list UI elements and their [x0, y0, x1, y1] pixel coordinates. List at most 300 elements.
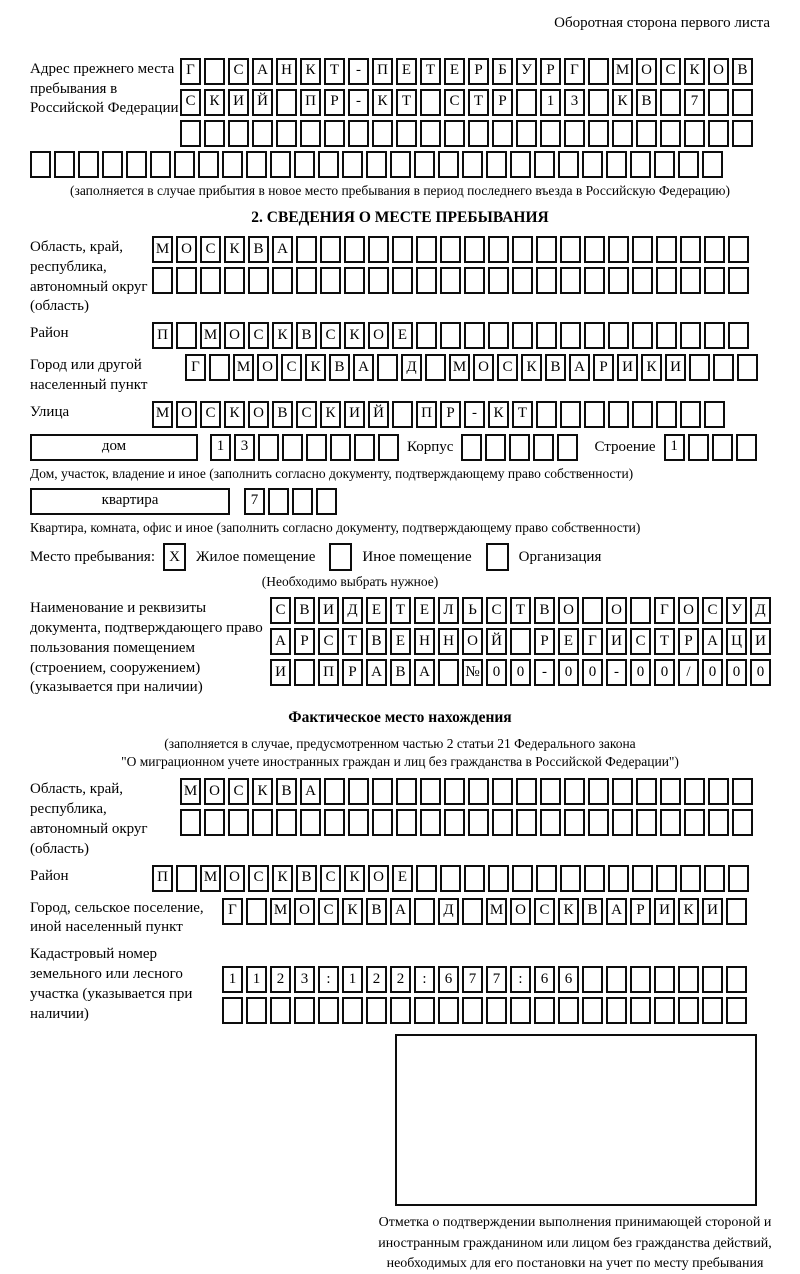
- char-cell: [372, 778, 393, 805]
- char-cell: [200, 267, 221, 294]
- fact-city-row: [222, 898, 747, 925]
- char-cell: [704, 865, 725, 892]
- fact-district-block: [30, 865, 770, 892]
- choose-note: (Необходимо выбрать нужное): [261, 574, 439, 590]
- char-cell: [492, 120, 513, 147]
- char-cell: [557, 434, 578, 461]
- char-cell: М: [152, 236, 173, 263]
- char-cell: [588, 120, 609, 147]
- char-cell: Р: [678, 628, 699, 655]
- district-row: [152, 322, 749, 349]
- char-cell: [464, 322, 485, 349]
- char-cell: [270, 997, 291, 1024]
- char-cell: Р: [540, 58, 561, 85]
- char-cell: И: [270, 659, 291, 686]
- char-cell: [656, 865, 677, 892]
- char-cell: 0: [510, 659, 531, 686]
- char-cell: [684, 120, 705, 147]
- checkbox-residential: X: [163, 543, 186, 571]
- char-cell: П: [372, 58, 393, 85]
- city-label: Город или другой населенный пункт: [30, 357, 148, 394]
- char-cell: [468, 809, 489, 836]
- char-cell: С: [660, 58, 681, 85]
- char-cell: С: [200, 236, 221, 263]
- char-cell: [440, 267, 461, 294]
- char-cell: 3: [234, 434, 255, 461]
- char-cell: Н: [438, 628, 459, 655]
- char-cell: [368, 236, 389, 263]
- char-cell: [558, 151, 579, 178]
- char-cell: 1: [210, 434, 231, 461]
- char-cell: [510, 628, 531, 655]
- char-cell: К: [224, 236, 245, 263]
- char-cell: [680, 322, 701, 349]
- char-cell: [464, 236, 485, 263]
- char-cell: С: [630, 628, 651, 655]
- char-cell: [584, 236, 605, 263]
- char-cell: [728, 865, 749, 892]
- char-cell: С: [320, 865, 341, 892]
- char-cell: Е: [366, 597, 387, 624]
- region-block: [30, 236, 770, 317]
- char-cell: 0: [750, 659, 771, 686]
- char-cell: /: [678, 659, 699, 686]
- char-cell: [420, 89, 441, 116]
- char-cell: [54, 151, 75, 178]
- char-cell: [536, 236, 557, 263]
- form-page: [30, 14, 770, 1274]
- char-cell: [209, 354, 230, 381]
- char-cell: Т: [390, 597, 411, 624]
- char-cell: [684, 778, 705, 805]
- city-row: [185, 354, 758, 381]
- char-cell: [728, 236, 749, 263]
- char-cell: 1: [222, 966, 243, 993]
- char-cell: [608, 236, 629, 263]
- char-cell: [536, 322, 557, 349]
- char-cell: [316, 488, 337, 515]
- char-cell: [540, 778, 561, 805]
- char-cell: [688, 434, 709, 461]
- char-cell: 2: [390, 966, 411, 993]
- char-cell: А: [702, 628, 723, 655]
- char-cell: [678, 997, 699, 1024]
- char-cell: [306, 434, 327, 461]
- char-cell: С: [228, 58, 249, 85]
- char-cell: [656, 401, 677, 428]
- char-cell: [728, 322, 749, 349]
- char-cell: [438, 151, 459, 178]
- char-cell: [516, 778, 537, 805]
- char-cell: О: [368, 322, 389, 349]
- char-cell: [564, 778, 585, 805]
- char-cell: Т: [324, 58, 345, 85]
- char-cell: [660, 89, 681, 116]
- stay-place-label: Место пребывания:: [30, 548, 155, 565]
- char-cell: 7: [244, 488, 265, 515]
- char-cell: [396, 120, 417, 147]
- char-cell: [704, 401, 725, 428]
- korpus-label: Корпус: [407, 438, 454, 455]
- char-cell: [296, 267, 317, 294]
- char-cell: [704, 236, 725, 263]
- char-cell: [324, 778, 345, 805]
- char-cell: [296, 236, 317, 263]
- char-cell: С: [497, 354, 518, 381]
- char-cell: А: [300, 778, 321, 805]
- char-cell: [702, 966, 723, 993]
- char-cell: [276, 120, 297, 147]
- char-cell: [258, 434, 279, 461]
- char-cell: [630, 997, 651, 1024]
- house-block: [30, 434, 770, 461]
- char-cell: [342, 151, 363, 178]
- char-cell: [416, 267, 437, 294]
- char-cell: [438, 659, 459, 686]
- char-cell: [444, 778, 465, 805]
- char-cell: 1: [664, 434, 685, 461]
- street-label: Улица: [30, 403, 70, 420]
- char-cell: [612, 120, 633, 147]
- char-cell: [584, 865, 605, 892]
- char-cell: С: [444, 89, 465, 116]
- char-cell: [354, 434, 375, 461]
- char-cell: [516, 120, 537, 147]
- checkbox-organization: [486, 543, 509, 571]
- char-cell: [440, 865, 461, 892]
- char-cell: И: [344, 401, 365, 428]
- char-cell: А: [366, 659, 387, 686]
- char-cell: [708, 778, 729, 805]
- actual-location-note-1: (заполняется в случае, предусмотренном частью 2 статьи 21 Федерального закона: [164, 735, 636, 751]
- actual-location-note-2: "О миграционном учете иностранных граждан и лиц без гражданства в Российской Федерации"): [121, 753, 679, 769]
- char-cell: В: [366, 898, 387, 925]
- char-cell: Н: [276, 58, 297, 85]
- char-cell: Н: [414, 628, 435, 655]
- char-cell: [732, 778, 753, 805]
- char-cell: К: [684, 58, 705, 85]
- char-cell: 1: [246, 966, 267, 993]
- char-cell: [102, 151, 123, 178]
- char-cell: Т: [468, 89, 489, 116]
- cadastral-row-1: [222, 966, 747, 993]
- char-cell: Е: [392, 322, 413, 349]
- char-cell: О: [606, 597, 627, 624]
- char-cell: 0: [558, 659, 579, 686]
- char-cell: [152, 267, 173, 294]
- char-cell: [78, 151, 99, 178]
- char-cell: [704, 322, 725, 349]
- char-cell: К: [224, 401, 245, 428]
- house-note: Дом, участок, владение и иное (заполнить согласно документу, подтверждающему право собственности): [30, 465, 634, 481]
- char-cell: [30, 151, 51, 178]
- stroenie-row: [664, 434, 757, 461]
- char-cell: [222, 997, 243, 1024]
- char-cell: [632, 267, 653, 294]
- char-cell: В: [636, 89, 657, 116]
- char-cell: [462, 898, 483, 925]
- char-cell: М: [180, 778, 201, 805]
- char-cell: [510, 151, 531, 178]
- char-cell: [726, 966, 747, 993]
- char-cell: 6: [534, 966, 555, 993]
- char-cell: [534, 151, 555, 178]
- char-cell: [414, 997, 435, 1024]
- char-cell: [414, 151, 435, 178]
- char-cell: [300, 120, 321, 147]
- char-cell: А: [606, 898, 627, 925]
- char-cell: О: [462, 628, 483, 655]
- fact-city-label: Город, сельское поселение, иной населенный пункт: [30, 899, 204, 936]
- char-cell: [737, 354, 758, 381]
- char-cell: [390, 997, 411, 1024]
- char-cell: В: [390, 659, 411, 686]
- char-cell: О: [558, 597, 579, 624]
- char-cell: [708, 809, 729, 836]
- char-cell: [486, 151, 507, 178]
- char-cell: [632, 865, 653, 892]
- char-cell: В: [276, 778, 297, 805]
- char-cell: [512, 236, 533, 263]
- char-cell: [736, 434, 757, 461]
- char-cell: Р: [534, 628, 555, 655]
- prev-address-note: (заполняется в случае прибытия в новое место пребывания в период последнего въезда в Российскую Федерацию): [69, 182, 731, 198]
- char-cell: [558, 997, 579, 1024]
- char-cell: 6: [558, 966, 579, 993]
- char-cell: [582, 597, 603, 624]
- char-cell: [396, 778, 417, 805]
- char-cell: Г: [222, 898, 243, 925]
- house-type-box: дом: [30, 434, 198, 461]
- char-cell: :: [414, 966, 435, 993]
- char-cell: [198, 151, 219, 178]
- char-cell: [488, 236, 509, 263]
- char-cell: А: [270, 628, 291, 655]
- char-cell: [732, 120, 753, 147]
- char-cell: А: [390, 898, 411, 925]
- char-cell: С: [702, 597, 723, 624]
- char-cell: О: [176, 236, 197, 263]
- char-cell: [246, 898, 267, 925]
- char-cell: К: [558, 898, 579, 925]
- char-cell: С: [486, 597, 507, 624]
- char-cell: [536, 865, 557, 892]
- char-cell: [654, 966, 675, 993]
- char-cell: [654, 997, 675, 1024]
- fact-district-row: [152, 865, 749, 892]
- apartment-block: [30, 488, 770, 515]
- char-cell: [656, 322, 677, 349]
- char-cell: [440, 322, 461, 349]
- char-cell: М: [200, 322, 221, 349]
- char-cell: [462, 151, 483, 178]
- char-cell: Р: [630, 898, 651, 925]
- char-cell: 7: [486, 966, 507, 993]
- char-cell: М: [233, 354, 254, 381]
- char-cell: Б: [492, 58, 513, 85]
- char-cell: [560, 267, 581, 294]
- char-cell: В: [545, 354, 566, 381]
- char-cell: О: [368, 865, 389, 892]
- char-cell: В: [248, 236, 269, 263]
- char-cell: [464, 865, 485, 892]
- char-cell: [176, 865, 197, 892]
- char-cell: [630, 597, 651, 624]
- char-cell: С: [320, 322, 341, 349]
- char-cell: Ц: [726, 628, 747, 655]
- char-cell: [180, 120, 201, 147]
- char-cell: 6: [438, 966, 459, 993]
- char-cell: К: [342, 898, 363, 925]
- char-cell: О: [473, 354, 494, 381]
- char-cell: [630, 966, 651, 993]
- char-cell: [324, 809, 345, 836]
- char-cell: [564, 809, 585, 836]
- char-cell: -: [348, 89, 369, 116]
- char-cell: [392, 267, 413, 294]
- char-cell: [512, 322, 533, 349]
- char-cell: В: [272, 401, 293, 428]
- char-cell: Й: [486, 628, 507, 655]
- char-cell: [396, 809, 417, 836]
- char-cell: 0: [726, 659, 747, 686]
- char-cell: [732, 89, 753, 116]
- char-cell: Е: [390, 628, 411, 655]
- stamp-area: [395, 1034, 757, 1206]
- char-cell: [660, 778, 681, 805]
- char-cell: [320, 236, 341, 263]
- char-cell: [584, 401, 605, 428]
- char-cell: С: [281, 354, 302, 381]
- char-cell: Е: [396, 58, 417, 85]
- char-cell: Г: [564, 58, 585, 85]
- char-cell: [468, 120, 489, 147]
- char-cell: [708, 120, 729, 147]
- char-cell: Р: [440, 401, 461, 428]
- document-block: [30, 597, 770, 698]
- char-cell: [180, 809, 201, 836]
- char-cell: С: [296, 401, 317, 428]
- char-cell: [534, 997, 555, 1024]
- stamp-note: Отметка о подтверждении выполнения принимающей стороной и иностранным гражданином или лицом без гражданства действий, необходимых для его постановки на учет по месту пребывания: [378, 1215, 772, 1271]
- document-row-2: [270, 628, 771, 655]
- char-cell: [492, 778, 513, 805]
- char-cell: [636, 120, 657, 147]
- char-cell: М: [200, 865, 221, 892]
- char-cell: В: [294, 597, 315, 624]
- option-organization-label: Организация: [518, 548, 602, 565]
- char-cell: [512, 267, 533, 294]
- char-cell: К: [521, 354, 542, 381]
- char-cell: П: [152, 865, 173, 892]
- char-cell: [636, 809, 657, 836]
- char-cell: [368, 267, 389, 294]
- char-cell: 3: [294, 966, 315, 993]
- char-cell: [344, 267, 365, 294]
- char-cell: 2: [270, 966, 291, 993]
- char-cell: [684, 809, 705, 836]
- char-cell: [732, 809, 753, 836]
- char-cell: К: [272, 865, 293, 892]
- char-cell: С: [270, 597, 291, 624]
- char-cell: А: [272, 236, 293, 263]
- char-cell: -: [606, 659, 627, 686]
- char-cell: И: [750, 628, 771, 655]
- char-cell: С: [318, 898, 339, 925]
- char-cell: К: [320, 401, 341, 428]
- char-cell: 0: [630, 659, 651, 686]
- char-cell: [372, 809, 393, 836]
- char-cell: [318, 151, 339, 178]
- document-label: Наименование и реквизиты документа, подтверждающего право пользования помещением (строением, сооружением) (указывается при наличии): [30, 600, 263, 696]
- option-other-premises-label: Иное помещение: [362, 548, 472, 565]
- fact-region-block: [30, 778, 770, 859]
- char-cell: А: [353, 354, 374, 381]
- cadastral-block: [30, 943, 770, 1024]
- char-cell: [292, 488, 313, 515]
- char-cell: О: [204, 778, 225, 805]
- char-cell: [377, 354, 398, 381]
- char-cell: [176, 267, 197, 294]
- char-cell: [444, 120, 465, 147]
- char-cell: [582, 151, 603, 178]
- char-cell: [708, 89, 729, 116]
- char-cell: [392, 236, 413, 263]
- stay-place-block: [30, 543, 770, 571]
- char-cell: С: [200, 401, 221, 428]
- char-cell: Е: [558, 628, 579, 655]
- char-cell: И: [702, 898, 723, 925]
- char-cell: С: [248, 865, 269, 892]
- char-cell: [588, 809, 609, 836]
- char-cell: [126, 151, 147, 178]
- char-cell: В: [534, 597, 555, 624]
- char-cell: [344, 236, 365, 263]
- char-cell: М: [612, 58, 633, 85]
- char-cell: В: [732, 58, 753, 85]
- char-cell: [252, 809, 273, 836]
- char-cell: [536, 401, 557, 428]
- char-cell: [318, 997, 339, 1024]
- char-cell: [348, 809, 369, 836]
- house-number-row: [210, 434, 399, 461]
- char-cell: [222, 151, 243, 178]
- street-block: [30, 401, 770, 428]
- char-cell: [560, 236, 581, 263]
- prev-address-row-1: [180, 58, 753, 85]
- char-cell: [224, 267, 245, 294]
- char-cell: Т: [420, 58, 441, 85]
- char-cell: [444, 809, 465, 836]
- char-cell: 0: [582, 659, 603, 686]
- char-cell: [728, 267, 749, 294]
- char-cell: [392, 401, 413, 428]
- fact-district-label: Район: [30, 867, 69, 884]
- char-cell: [176, 322, 197, 349]
- char-cell: [582, 997, 603, 1024]
- char-cell: [300, 809, 321, 836]
- char-cell: 0: [702, 659, 723, 686]
- cadastral-row-2: [222, 997, 747, 1024]
- prev-address-row-3: [180, 120, 753, 147]
- char-cell: [390, 151, 411, 178]
- char-cell: [533, 434, 554, 461]
- char-cell: О: [248, 401, 269, 428]
- char-cell: П: [152, 322, 173, 349]
- char-cell: 7: [462, 966, 483, 993]
- char-cell: О: [224, 322, 245, 349]
- fact-city-block: [30, 897, 770, 939]
